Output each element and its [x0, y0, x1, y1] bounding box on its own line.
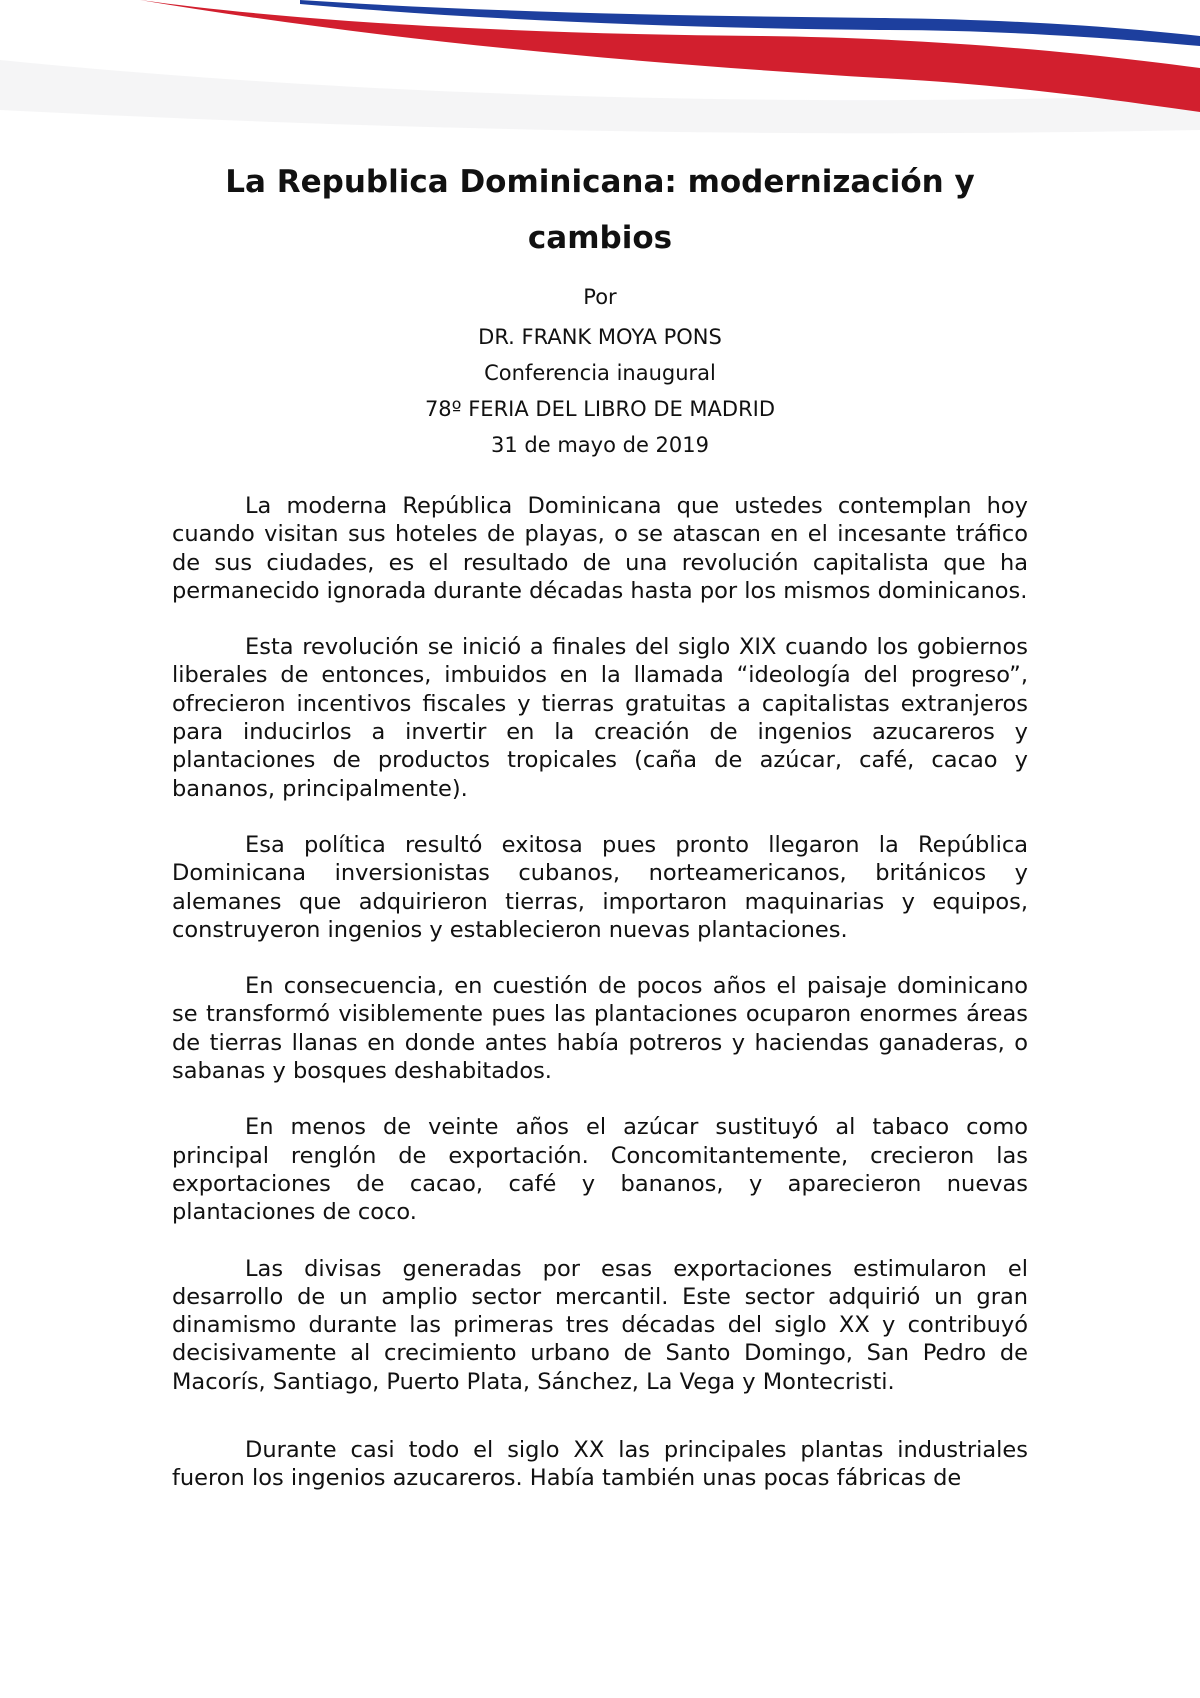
document-title: La Republica Dominicana: modernización y cambios	[225, 164, 975, 256]
paragraph: Esa política resultó exitosa pues pronto llegaron la República Dominicana inversionistas cubanos, norteamericanos, británicos y alemanes que adquirieron tierras, importaron maquinarias y equipos, construyeron ingenios y establecieron nuevas plantaciones.	[172, 831, 1028, 943]
paragraph: Las divisas generadas por esas exportaciones estimularon el desarrollo de un amplio sector mercantil. Este sector adquirió un gran dinamismo durante las primeras tres décadas del siglo XX y contribuyó decisivamente al crecimiento urbano de Santo Domingo, San Pedro de Macorís, Santiago, Puerto Plata, Sánchez, La Vega y Montecristi.	[172, 1255, 1028, 1395]
event-name: Conferencia inaugural	[484, 361, 716, 385]
paragraph: En menos de veinte años el azúcar sustituyó al tabaco como principal renglón de exportación. Concomitantemente, crecieron las exportaciones de cacao, café y bananos, y aparecieron nuevas plantaciones de coco.	[172, 1114, 1028, 1226]
event-venue: 78º FERIA DEL LIBRO DE MADRID	[424, 397, 776, 421]
author-name: DR. FRANK MOYA PONS	[478, 325, 722, 349]
paragraph: La moderna República Dominicana que ustedes contemplan hoy cuando visitan sus hoteles de playas, o se atascan en el incesante tráfico de sus ciudades, es el resultado de una revolución capitalista que ha permanecido ignorada durante décadas hasta por los mismos dominicanos.	[172, 493, 1028, 604]
document-body	[172, 150, 1028, 1521]
paragraph: En consecuencia, en cuestión de pocos años el paisaje dominicano se transformó visiblemente pues las plantaciones ocuparon enormes áreas de tierras llanas en donde antes había potreros y haciendas ganaderas, o sabanas y bosques deshabitados.	[172, 973, 1028, 1085]
flag-ribbon-decoration	[0, 0, 1200, 150]
event-date: 31 de mayo de 2019	[491, 433, 709, 457]
paragraph: Durante casi todo el siglo XX las principales plantas industriales fueron los ingenios azucareros. Había también unas pocas fábricas de	[172, 1437, 1028, 1492]
byline-por: Por	[583, 285, 617, 309]
body-paragraphs	[172, 492, 1028, 1493]
paragraph: Esta revolución se inició a finales del siglo XIX cuando los gobiernos liberales de entonces, imbuidos en la llamada “ideología del progreso”, ofrecieron incentivos fiscales y tierras gratuitas a capitalistas extranjeros para inducirlos a invertir en la creación de ingenios azucareros y plantaciones de productos tropicales (caña de azúcar, café, cacao y bananos, principalmente).	[172, 634, 1028, 802]
